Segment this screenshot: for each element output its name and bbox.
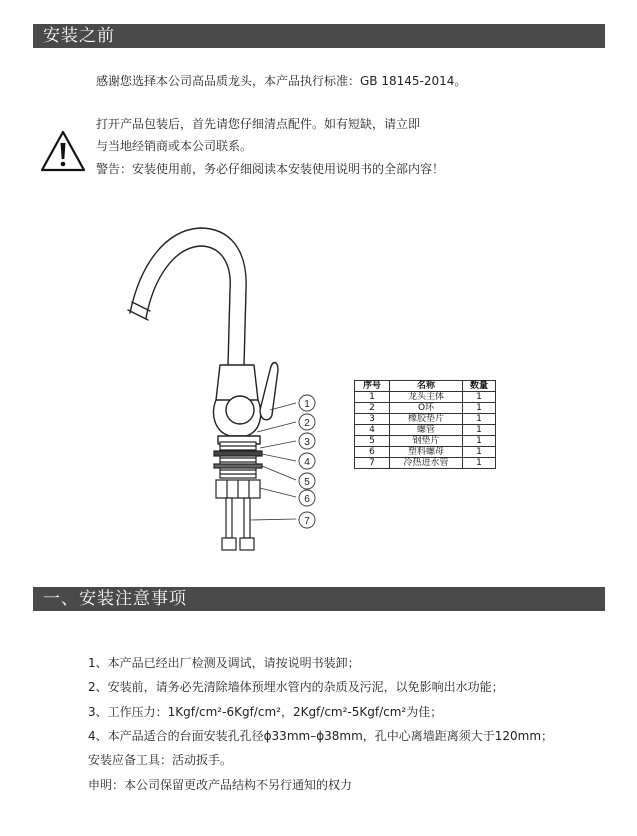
note-item-4: 4、本产品适合的台面安装孔孔径ϕ33mm–ϕ38mm，孔中心离墙距离须大于120mm； [88,729,554,743]
table-row [355,392,496,403]
section-title: 安装之前 [43,26,115,46]
cell-index: 5 [355,436,390,447]
inventory-text-2: 与当地经销商或本公司联系。 [96,139,253,153]
section-header-install-notes [33,587,605,611]
cell-qty: 1 [463,403,496,414]
table-row [355,447,496,458]
cell-name: 橡胶垫片 [390,414,463,425]
header-name: 名称 [390,381,463,392]
callout-6: 6 [304,494,310,505]
table-header-row [355,381,496,392]
section-title: 一、安装注意事项 [43,589,187,609]
callout-5: 5 [304,477,310,488]
cell-name: 钢垫片 [390,436,463,447]
table-row [355,458,496,469]
cell-index: 4 [355,425,390,436]
section-header-before-install [33,24,605,48]
cell-qty: 1 [463,414,496,425]
cell-qty: 1 [463,436,496,447]
cell-qty: 1 [463,425,496,436]
note-item-3: 3、工作压力：1Kgf/cm²-6Kgf/cm²，2Kgf/cm²-5Kgf/cm²为佳； [88,705,443,719]
cell-name: 螺管 [390,425,463,436]
warning-triangle-icon [40,130,86,172]
callout-4: 4 [304,457,310,468]
cell-name: O环 [390,403,463,414]
intro-text: 感谢您选择本公司高品质龙头，本产品执行标准：GB 18145-2014。 [96,74,467,88]
parts-table [354,380,496,469]
table-row [355,414,496,425]
callout-7: 7 [304,516,310,527]
cell-name: 龙头主体 [390,392,463,403]
callout-3: 3 [304,437,310,448]
cell-qty: 1 [463,392,496,403]
table-row [355,425,496,436]
cell-index: 2 [355,403,390,414]
table-row [355,403,496,414]
cell-index: 1 [355,392,390,403]
note-item-1: 1、本产品已经出厂检测及调试，请按说明书装卸； [88,656,360,670]
cell-index: 7 [355,458,390,469]
cell-name: 塑料螺母 [390,447,463,458]
warning-text: 警告：安装使用前，务必仔细阅读本安装使用说明书的全部内容！ [96,162,445,176]
cell-name: 冷热进水管 [390,458,463,469]
table-row [355,436,496,447]
header-qty: 数量 [463,381,496,392]
callout-2: 2 [304,418,310,429]
cell-qty: 1 [463,447,496,458]
cell-qty: 1 [463,458,496,469]
disclaimer-note: 申明：本公司保留更改产品结构不另行通知的权力 [88,778,353,792]
callout-1: 1 [304,399,310,410]
cell-index: 3 [355,414,390,425]
header-index: 序号 [355,381,390,392]
note-item-2: 2、安装前，请务必先清除墙体预埋水管内的杂质及污泥，以免影响出水功能； [88,680,504,694]
faucet-diagram [120,210,330,560]
tools-note: 安装应备工具：活动扳手。 [88,753,233,767]
inventory-text-1: 打开产品包装后，首先请您仔细清点配件。如有短缺，请立即 [96,117,421,131]
cell-index: 6 [355,447,390,458]
